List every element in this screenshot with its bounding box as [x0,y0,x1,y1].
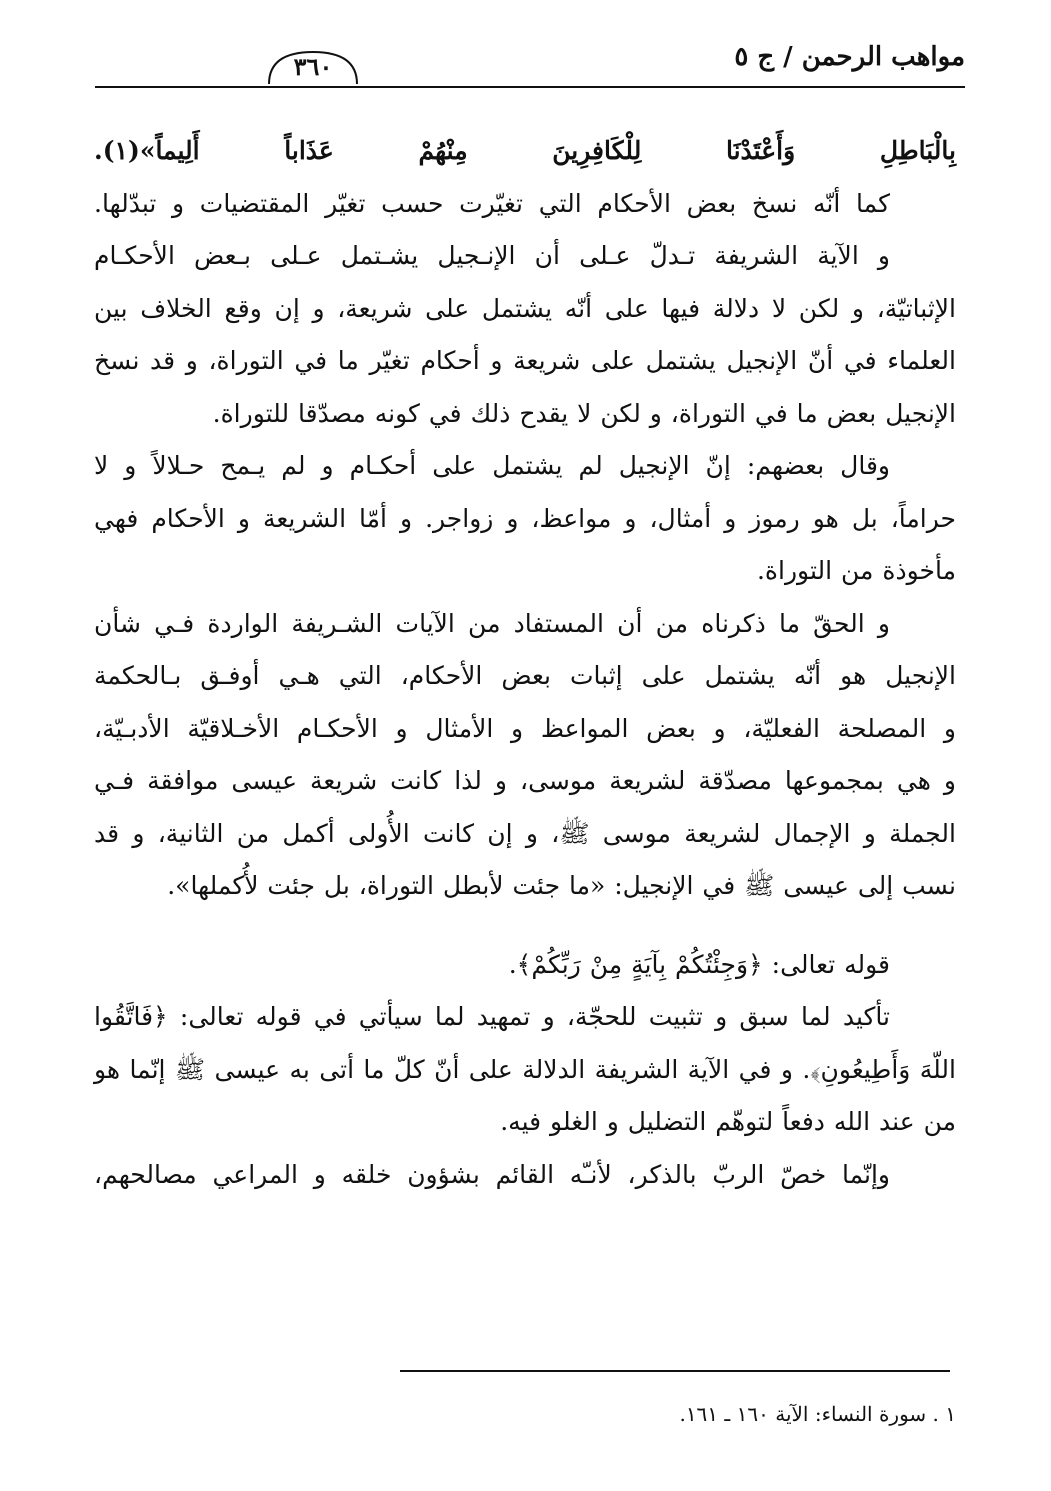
text-line: و هي بمجموعها مصدّقة لشريعة موسى، و لذا كانت شريعة عيسى موافقة فـي [94,766,956,795]
text-line: الإنجيل هو أنّه يشتمل على إثبات بعض الأحكام، التي هـي أوفـق بـالحكمة [94,661,956,690]
header-divider [95,86,965,88]
page-number: ٣٦٠ [293,52,333,81]
text-line: الجملة و الإجمال لشريعة موسى ﷺ، و إن كانت الأُولى أكمل من الثانية، و قد [94,818,956,848]
text-line: وإنّما خصّ الربّ بالذكر، لأنـّه القائم بشؤون خلقه و المراعي مصالحهم، [94,1159,890,1189]
footnote: ١ . سورة النساء: الآية ١٦٠ ـ ١٦١. [679,1402,956,1426]
text-line: اللّهَ وَأَطِيعُونِ﴾. و في الآية الشريفة الدلالة على أنّ كلّ ما أتى به عيسى ﷺ إنّما هو [94,1054,956,1084]
main-text [94,125,956,1201]
running-title: مواهب الرحمن / ج ٥ [734,42,965,72]
text-line: الإثباتيّة، و لكن لا دلالة فيها على أنّه يشتمل على شريعة، و إن وقع الخلاف بين [94,293,956,323]
text-line: حراماً، بل هو رموز و أمثال، و مواعظ، و زواجر. و أمّا الشريعة و الأحكام فهي [94,503,956,533]
text-line: كما أنّه نسخ بعض الأحكام التي تغيّرت حسب تغيّر المقتضيات و تبدّلها. [94,188,890,218]
footnote-divider [400,1370,950,1372]
page-header [95,38,965,98]
text-line: و المصلحة الفعليّة، و بعض المواعظ و الأمثال و الأحكـام الأخـلاقيّة الأدبـيّة، [94,713,956,743]
text-line: و الحقّ ما ذكرناه من أن المستفاد من الآيات الشـريفة الواردة فـي شأن [94,608,890,638]
paragraph-gap [94,913,956,939]
text-line: تأكيد لما سبق و تثبيت للحجّة، و تمهيد لما سيأتي في قوله تعالى: ﴿فَاتَّقُوا [94,1002,890,1031]
text-line: و الآية الشريفة تـدلّ عـلى أن الإنـجيل يشـتمل عـلى بـعض الأحكـام [94,241,890,270]
page-number-badge [265,48,361,88]
text-line: العلماء في أنّ الإنجيل يشتمل على شريعة و أحكام تغيّر ما في التوراة، و قد نسخ [94,346,956,375]
text-line: نسب إلى عيسى ﷺ في الإنجيل: «ما جئت لأبطل التوراة، بل جئت لأُكملها». [167,871,956,900]
text-line: مأخوذة من التوراة. [756,556,956,585]
text-line: وقال بعضهم: إنّ الإنجيل لم يشتمل على أحكـام و لم يـمح حـلالاً و لا [94,451,890,480]
text-line: بِالْبَاطِلِ وَأَعْتَدْنَا لِلْكَافِرِينَ مِنْهُمْ عَذَاباً أَلِيماً»(١). [94,136,956,165]
text-line: من عند الله دفعاً لتوهّم التضليل و الغلو فيه. [500,1107,956,1136]
text-line: الإنجيل بعض ما في التوراة، و لكن لا يقدح ذلك في كونه مصدّقا للتوراة. [212,398,956,428]
verse-heading: قوله تعالى: ﴿وَجِئْتُكُمْ بِآيَةٍ مِنْ رَبِّكُمْ﴾. [508,949,890,979]
